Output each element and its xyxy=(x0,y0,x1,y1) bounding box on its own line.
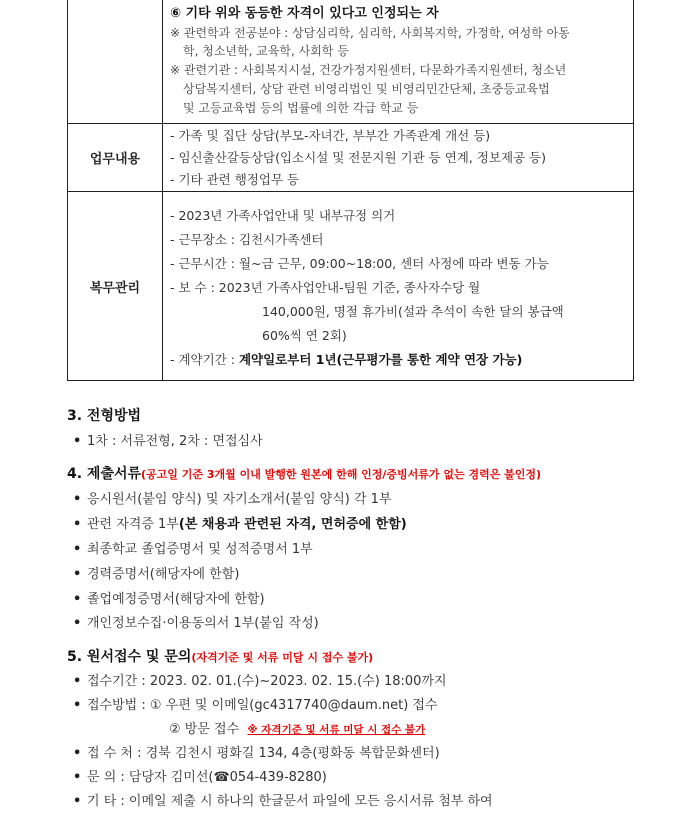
duty-line-1: - 가족 및 집단 상담(부모-자녀간, 부부간 가족관계 개선 등) xyxy=(170,128,491,143)
section-4-item-4: • 경력증명서(해당자에 한함) xyxy=(73,567,240,582)
service-line-2: - 근무장소 : 김천시가족센터 xyxy=(170,232,324,247)
duty-line-3: - 기타 관련 행정업무 등 xyxy=(170,172,300,187)
duty-line-2: - 임신출산갈등상담(입소시설 및 전문지원 기관 등 연계, 정보제공 등) xyxy=(170,150,547,165)
service-cell xyxy=(170,192,627,381)
phone-icon: ☎ xyxy=(213,770,230,785)
application-method-visit: ② 방문 접수 ※ 자격기준 및 서류 미달 시 접수 불가 xyxy=(169,722,426,737)
job-info-table xyxy=(67,0,634,381)
qualification-item-6: ⑥ 기타 위와 동등한 자격이 있다고 인정되는 자 xyxy=(170,6,439,21)
duties-row xyxy=(68,124,633,192)
application-method: • 접수방법 : ① 우편 및 이메일(gc4317740@daum.net) 접수 xyxy=(73,698,438,713)
duties-header: 업무내용 xyxy=(68,124,163,191)
section-3-title: 3. 전형방법 xyxy=(67,408,142,424)
related-institution-note: ※ 관련기관 : 사회복지시설, 건강가정지원센터, 다문화가족지원센터, 청소년 xyxy=(170,63,567,77)
service-line-1: - 2023년 가족사업안내 및 내부규정 의거 xyxy=(170,208,396,223)
section-4-note: (공고일 기준 3개월 이내 발행한 원본에 한해 인정/증빙서류가 없는 경력은 불인정) xyxy=(141,468,542,481)
section-5-note: (자격기준 및 서류 미달 시 접수 불가) xyxy=(191,651,374,664)
related-major-note: ※ 관련학과 전공분야 : 상담심리학, 심리학, 사회복지학, 가정학, 여성학 아동 xyxy=(170,26,570,40)
related-institution-note-cont1: 상담복지센터, 상담 관련 비영리법인 및 비영리민간단체, 초중등교육법 xyxy=(183,82,550,96)
section-4-item-2: • 관련 자격증 1부(본 채용과 관련된 자격, 면허증에 한함) xyxy=(73,517,407,532)
qualification-row xyxy=(68,0,633,124)
contract-period-value: 계약일로부터 1년(근무평가를 통한 계약 연장 가능) xyxy=(238,352,523,367)
related-institution-note-cont2: 및 고등교육법 등의 법률에 의한 각급 학교 등 xyxy=(183,101,419,115)
application-place: • 접 수 처 : 경북 김천시 평화길 134, 4층(평화동 복합문화센터) xyxy=(73,746,440,761)
service-row xyxy=(68,192,633,381)
service-line-5: 140,000원, 명절 휴가비(설과 추석이 속한 달의 봉급액 xyxy=(262,304,564,319)
qualification-cell xyxy=(170,0,627,123)
duties-cell xyxy=(170,124,627,191)
related-major-note-cont: 학, 청소년학, 교육학, 사회학 등 xyxy=(183,44,349,58)
inquiry: • 문 의 : 담당자 김미선(☎054-439-8280) xyxy=(73,770,327,785)
service-line-3: - 근무시간 : 월~금 근무, 09:00~18:00, 센터 사정에 따라 변동 가능 xyxy=(170,256,549,271)
service-line-4: - 보 수 : 2023년 가족사업안내-팀원 기준, 종사자수당 월 xyxy=(170,280,481,295)
section-4-title: 4. 제출서류(공고일 기준 3개월 이내 발행한 원본에 한해 인정/증빙서류가 없는 경력은 불인정) xyxy=(67,466,542,482)
qualification-header-cell xyxy=(68,0,163,123)
etc-note: • 기 타 : 이메일 제출 시 하나의 한글문서 파일에 모든 응시서류 첨부 하여 xyxy=(73,794,493,809)
section-3-item-1: • 1차 : 서류전형, 2차 : 면접심사 xyxy=(73,434,263,449)
service-line-7 xyxy=(170,350,522,368)
section-5-title: 5. 원서접수 및 문의(자격기준 및 서류 미달 시 접수 불가) xyxy=(67,649,374,665)
application-period: • 접수기간 : 2023. 02. 01.(수)~2023. 02. 15.(수) 18:00까지 xyxy=(73,674,447,689)
section-4-item-6: • 개인정보수집·이용동의서 1부(붙임 작성) xyxy=(73,616,319,631)
section-4-item-3: • 최종학교 졸업증명서 및 성적증명서 1부 xyxy=(73,542,313,557)
bullet: • xyxy=(73,434,82,449)
visit-note: ※ 자격기준 및 서류 미달 시 접수 불가 xyxy=(247,724,426,736)
section-4-item-1: • 응시원서(붙임 양식) 및 자기소개서(붙임 양식) 각 1부 xyxy=(73,492,392,507)
section-4-item-5: • 졸업예정증명서(해당자에 한함) xyxy=(73,592,265,607)
service-line-6: 60%씩 연 2회) xyxy=(262,328,347,343)
service-header: 복무관리 xyxy=(68,192,163,381)
contract-period-label: - 계약기간 : xyxy=(170,352,239,367)
